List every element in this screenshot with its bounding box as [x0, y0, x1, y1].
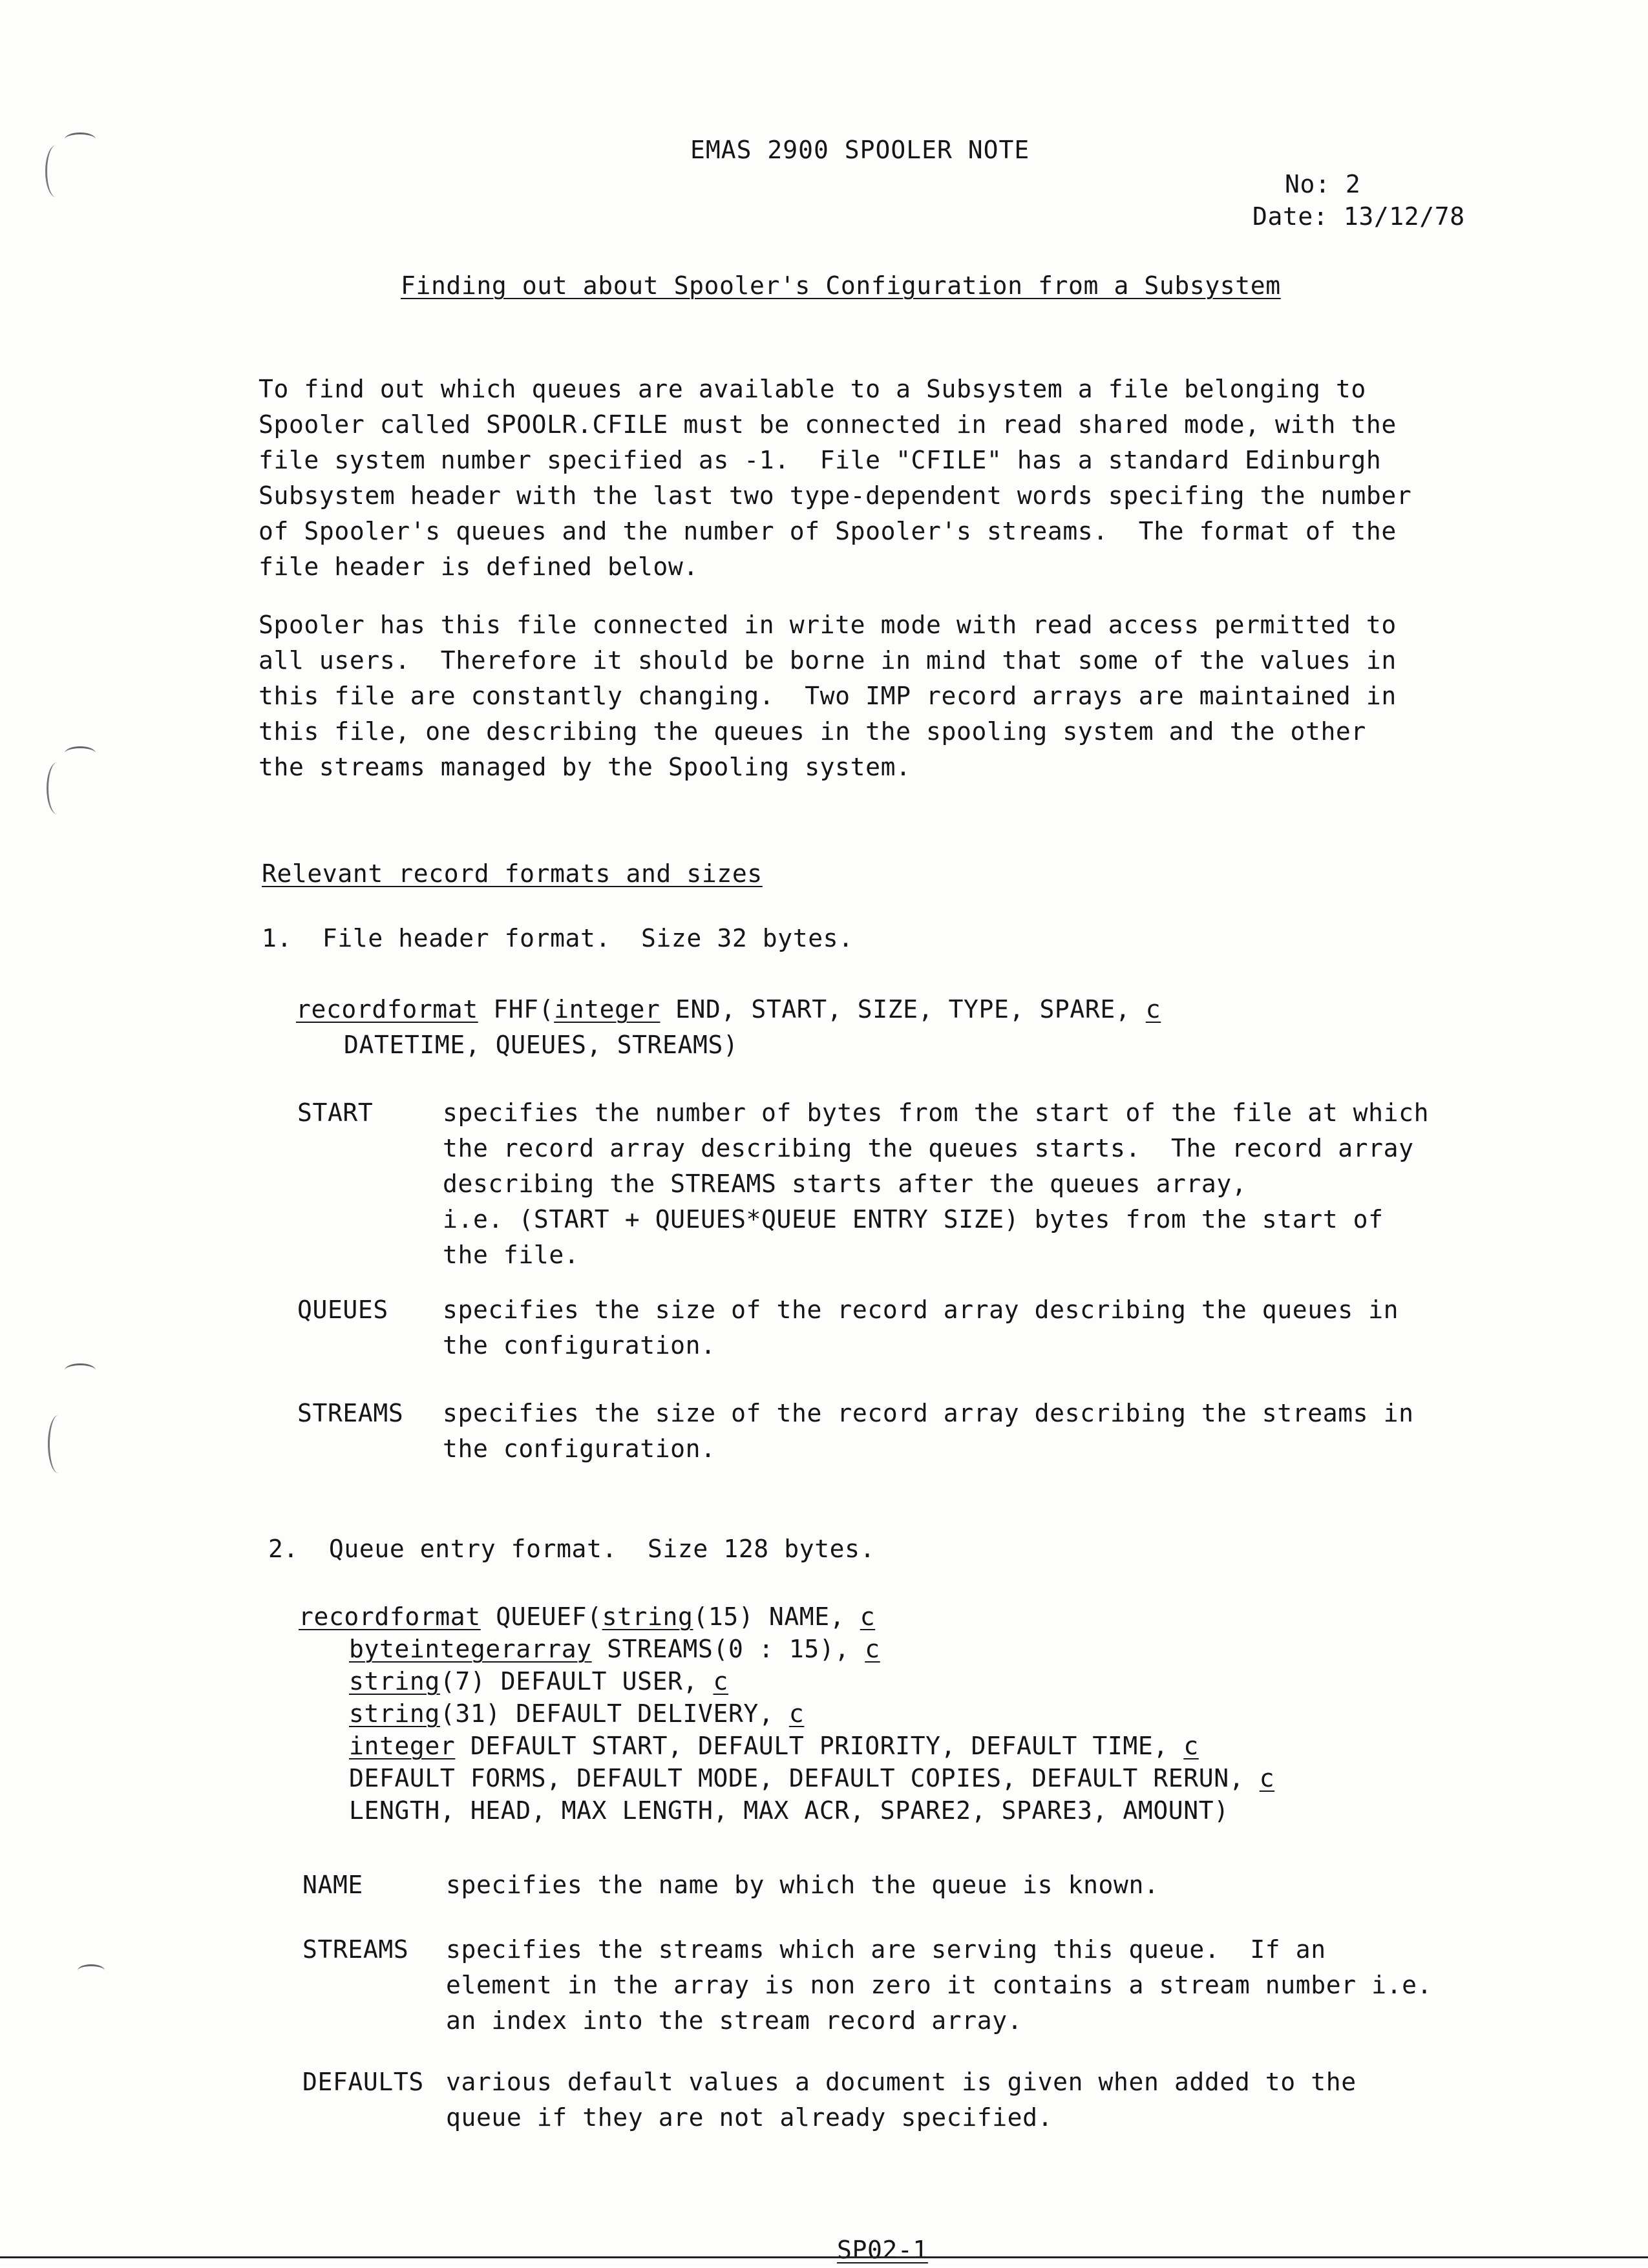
section-2-code-line-2 [349, 1632, 880, 1667]
keyword-recordformat: recordformat [296, 995, 478, 1024]
section-2-code-line-6 [349, 1761, 1274, 1796]
keyword-byteintegerarray: byteintegerarray [349, 1635, 592, 1663]
intro-p1-line: file system number specified as -1. File "CFILE" has a standard Edinburgh [259, 446, 1382, 474]
section-2-code-line-3 [349, 1664, 728, 1699]
continuation-mark: c [865, 1635, 880, 1663]
section-2-code-line-1 [299, 1599, 875, 1635]
intro-p2-line: this file, one describing the queues in the spooling system and the other [259, 717, 1366, 746]
def-line: an index into the stream record array. [446, 2006, 1023, 2035]
def-line: the configuration. [443, 1331, 716, 1360]
intro-p1-line: of Spooler's queues and the number of Spooler's streams. The format of the [259, 517, 1397, 545]
def-line: i.e. (START + QUEUES*QUEUE ENTRY SIZE) bytes from the start of [443, 1205, 1384, 1234]
def-label-queue-streams: STREAMS [302, 1935, 409, 1964]
def-text-queue-streams [446, 1932, 1432, 2039]
note-number: No: 2 [1285, 170, 1361, 198]
def-line: specifies the size of the record array describing the queues in [443, 1296, 1399, 1324]
def-line: various default values a document is given when added to the [446, 2068, 1357, 2096]
note-date: Date: 13/12/78 [1252, 202, 1465, 231]
intro-paragraph-1 [259, 372, 1411, 585]
continuation-mark: c [713, 1667, 728, 1696]
keyword-string: string [602, 1602, 693, 1631]
def-line: the configuration. [443, 1434, 716, 1463]
intro-p2-line: the streams managed by the Spooling system. [259, 753, 911, 781]
intro-p2-line: this file are constantly changing. Two IMP record arrays are maintained in [259, 682, 1397, 710]
footer-rule [0, 2256, 1648, 2258]
def-text-defaults [446, 2064, 1357, 2136]
def-line: specifies the streams which are serving this queue. If an [446, 1935, 1326, 1964]
section-2-code-line-7: LENGTH, HEAD, MAX LENGTH, MAX ACR, SPARE2, SPARE3, AMOUNT) [349, 1796, 1229, 1825]
code-text: DEFAULT FORMS, DEFAULT MODE, DEFAULT COPIES, DEFAULT RERUN, [349, 1764, 1260, 1792]
code-text: END, START, SIZE, TYPE, SPARE, [660, 995, 1146, 1024]
section-1-code-line-2: DATETIME, QUEUES, STREAMS) [344, 1031, 739, 1059]
keyword-string: string [349, 1699, 440, 1728]
section-1-code-line-1 [296, 992, 1161, 1027]
def-text-name [446, 1867, 1159, 1903]
intro-p2-line: all users. Therefore it should be borne in mind that some of the values in [259, 646, 1397, 675]
continuation-mark: c [1183, 1732, 1199, 1760]
def-text-streams [443, 1396, 1414, 1467]
page-id: SP02-1 [837, 2236, 928, 2264]
def-label-queues: QUEUES [297, 1296, 388, 1324]
keyword-recordformat: recordformat [299, 1602, 481, 1631]
keyword-string: string [349, 1667, 440, 1696]
section-2-code-line-5 [349, 1728, 1199, 1764]
intro-p1-line: To find out which queues are available to a Subsystem a file belonging to [259, 375, 1366, 403]
continuation-mark: c [1145, 995, 1161, 1024]
continuation-mark: c [860, 1602, 876, 1631]
def-label-defaults: DEFAULTS [302, 2068, 424, 2096]
section-heading: Relevant record formats and sizes [262, 859, 763, 888]
keyword-integer: integer [349, 1732, 456, 1760]
continuation-mark: c [1259, 1764, 1275, 1792]
intro-p1-line: file header is defined below. [259, 552, 699, 581]
section-1-title: 1. File header format. Size 32 bytes. [262, 924, 854, 952]
def-line: the record array describing the queues starts. The record array [443, 1134, 1414, 1162]
intro-p1-line: Subsystem header with the last two type-dependent words specifing the number [259, 481, 1412, 510]
binder-mark-bottom [78, 1964, 105, 1977]
binder-curl-top [45, 145, 67, 197]
code-text: (15) NAME, [693, 1602, 860, 1631]
code-text: FHF( [478, 995, 555, 1024]
def-line: element in the array is non zero it contains a stream number i.e. [446, 1971, 1433, 1999]
document-title: EMAS 2900 SPOOLER NOTE [690, 136, 1030, 164]
main-heading: Finding out about Spooler's Configuration from a Subsystem [401, 271, 1281, 300]
def-label-start: START [297, 1098, 374, 1127]
code-text: QUEUEF( [480, 1602, 602, 1631]
binder-mark-lower [65, 1363, 96, 1377]
binder-mark-top [65, 132, 96, 146]
binder-mark-middle [65, 746, 96, 760]
def-label-streams: STREAMS [297, 1399, 404, 1427]
code-text: (31) DEFAULT DELIVERY, [439, 1699, 789, 1728]
intro-p1-line: Spooler called SPOOLR.CFILE must be connected in read shared mode, with the [259, 410, 1397, 439]
section-2-code-line-4 [349, 1696, 804, 1732]
def-line: specifies the name by which the queue is known. [446, 1871, 1159, 1899]
def-line: queue if they are not already specified. [446, 2103, 1053, 2132]
def-text-start [443, 1095, 1429, 1273]
binder-curl-middle [47, 762, 68, 814]
def-line: specifies the size of the record array describing the streams in [443, 1399, 1414, 1427]
def-line: describing the STREAMS starts after the queues array, [443, 1170, 1247, 1198]
code-text: (7) DEFAULT USER, [439, 1667, 713, 1696]
binder-curl-lower [48, 1415, 69, 1473]
def-text-queues [443, 1292, 1399, 1363]
def-line: the file. [443, 1241, 580, 1269]
intro-paragraph-2 [259, 607, 1397, 785]
section-2-title: 2. Queue entry format. Size 128 bytes. [268, 1535, 876, 1563]
def-label-name: NAME [302, 1871, 363, 1899]
keyword-integer: integer [554, 995, 660, 1024]
intro-p2-line: Spooler has this file connected in write mode with read access permitted to [259, 611, 1397, 639]
code-text: DEFAULT START, DEFAULT PRIORITY, DEFAULT TIME, [455, 1732, 1184, 1760]
continuation-mark: c [788, 1699, 805, 1728]
def-line: specifies the number of bytes from the start of the file at which [443, 1098, 1430, 1127]
code-text: STREAMS(0 : 15), [591, 1635, 865, 1663]
